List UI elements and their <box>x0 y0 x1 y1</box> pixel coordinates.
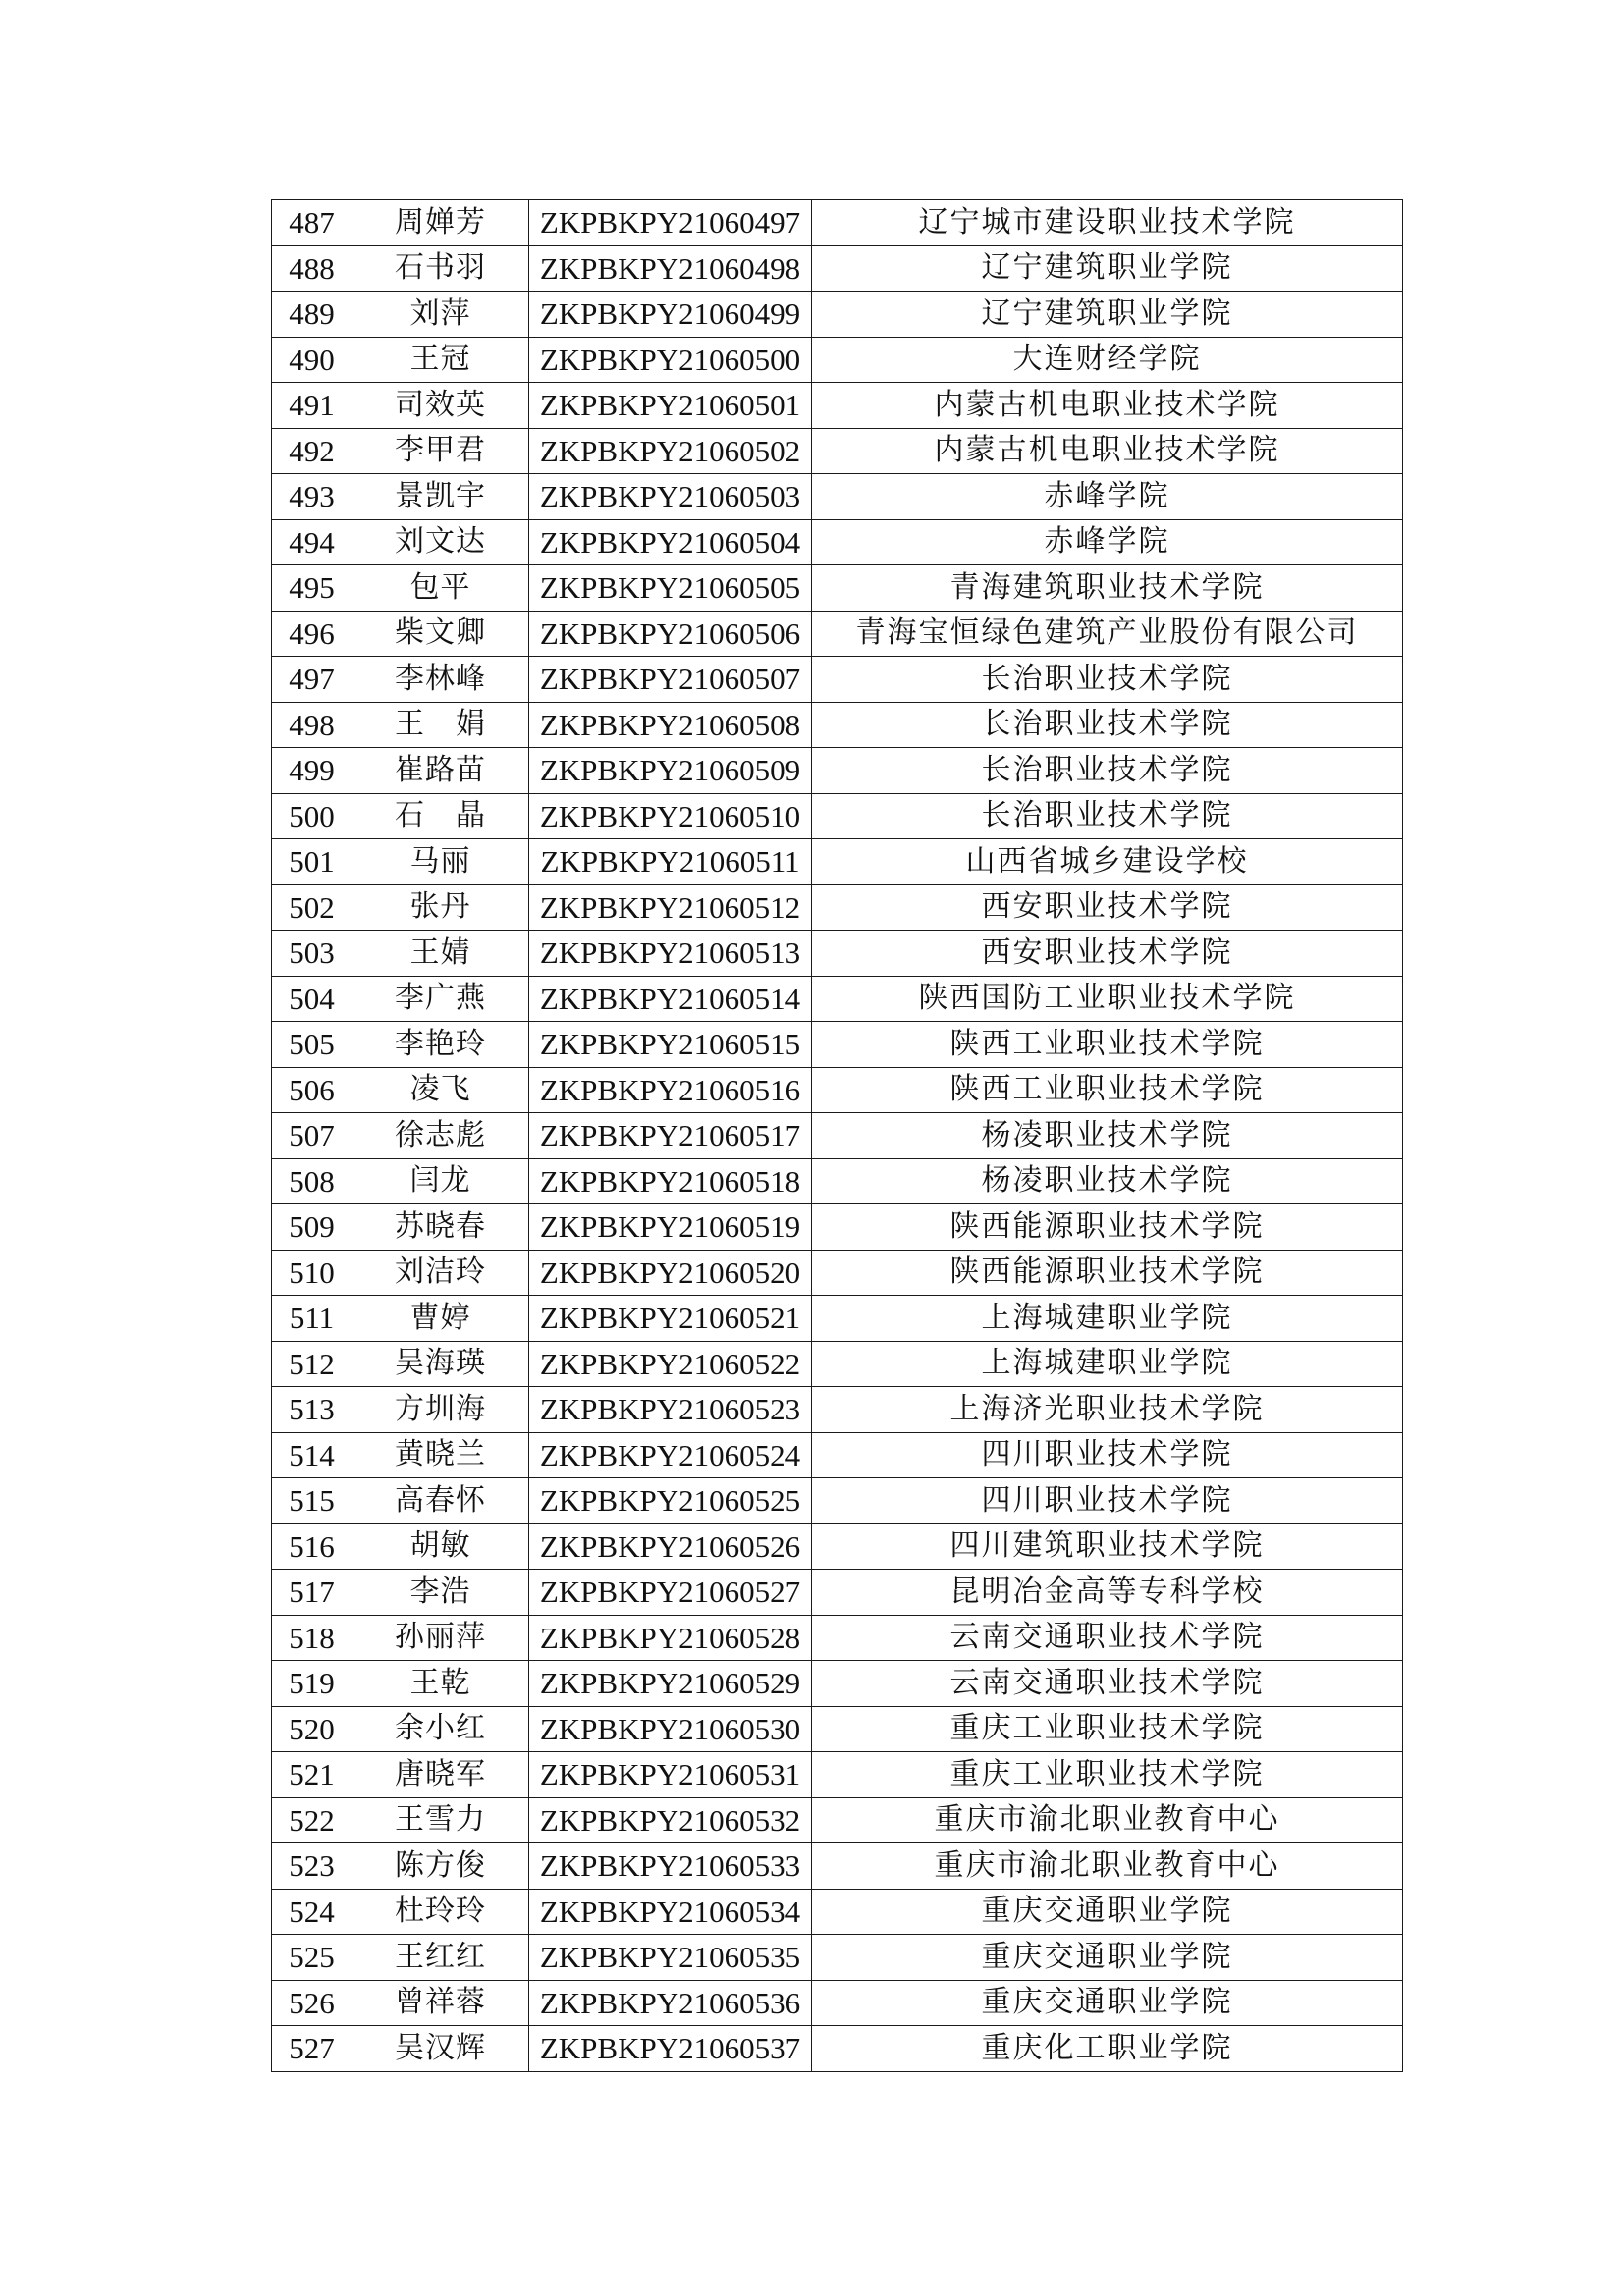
registration-id: ZKPBKPY21060515 <box>529 1022 812 1068</box>
registration-id: ZKPBKPY21060509 <box>529 748 812 794</box>
row-number: 521 <box>272 1752 352 1798</box>
person-name: 柴文卿 <box>352 611 529 657</box>
organization-name: 长治职业技术学院 <box>812 748 1403 794</box>
registration-id: ZKPBKPY21060512 <box>529 884 812 931</box>
table-row <box>272 1158 1403 1204</box>
person-name: 崔路苗 <box>352 748 529 794</box>
row-number: 517 <box>272 1570 352 1616</box>
registration-id: ZKPBKPY21060536 <box>529 1980 812 2026</box>
table-row <box>272 1889 1403 1935</box>
registration-id: ZKPBKPY21060519 <box>529 1204 812 1251</box>
organization-name: 上海城建职业学院 <box>812 1341 1403 1387</box>
table-row <box>272 1341 1403 1387</box>
organization-name: 赤峰学院 <box>812 519 1403 565</box>
organization-name: 内蒙古机电职业技术学院 <box>812 428 1403 474</box>
table-row <box>272 931 1403 977</box>
row-number: 522 <box>272 1797 352 1843</box>
registration-id: ZKPBKPY21060525 <box>529 1478 812 1524</box>
row-number: 496 <box>272 611 352 657</box>
registration-id: ZKPBKPY21060503 <box>529 474 812 520</box>
row-number: 514 <box>272 1432 352 1478</box>
row-number: 501 <box>272 839 352 885</box>
row-number: 511 <box>272 1296 352 1342</box>
organization-name: 杨凌职业技术学院 <box>812 1113 1403 1159</box>
row-number: 508 <box>272 1158 352 1204</box>
row-number: 487 <box>272 200 352 246</box>
table-row <box>272 428 1403 474</box>
table-row <box>272 1980 1403 2026</box>
organization-name: 重庆市渝北职业教育中心 <box>812 1797 1403 1843</box>
organization-name: 杨凌职业技术学院 <box>812 1158 1403 1204</box>
registration-id: ZKPBKPY21060497 <box>529 200 812 246</box>
roster-body <box>272 200 1403 2072</box>
person-name: 李浩 <box>352 1570 529 1616</box>
registration-id: ZKPBKPY21060504 <box>529 519 812 565</box>
table-row <box>272 976 1403 1022</box>
person-name: 李广燕 <box>352 976 529 1022</box>
registration-id: ZKPBKPY21060501 <box>529 383 812 429</box>
registration-id: ZKPBKPY21060535 <box>529 1935 812 1981</box>
organization-name: 云南交通职业技术学院 <box>812 1661 1403 1707</box>
organization-name: 重庆交通职业学院 <box>812 1980 1403 2026</box>
organization-name: 重庆工业职业技术学院 <box>812 1706 1403 1752</box>
person-name: 曹婷 <box>352 1296 529 1342</box>
row-number: 499 <box>272 748 352 794</box>
person-name: 刘萍 <box>352 292 529 338</box>
row-number: 504 <box>272 976 352 1022</box>
registration-id: ZKPBKPY21060520 <box>529 1250 812 1296</box>
registration-id: ZKPBKPY21060514 <box>529 976 812 1022</box>
organization-name: 陕西工业职业技术学院 <box>812 1067 1403 1113</box>
table-row <box>272 611 1403 657</box>
person-name: 吴汉辉 <box>352 2026 529 2072</box>
table-row <box>272 292 1403 338</box>
row-number: 515 <box>272 1478 352 1524</box>
table-row <box>272 657 1403 703</box>
table-row <box>272 1296 1403 1342</box>
table-row <box>272 1752 1403 1798</box>
row-number: 494 <box>272 519 352 565</box>
organization-name: 陕西工业职业技术学院 <box>812 1022 1403 1068</box>
table-row <box>272 1478 1403 1524</box>
registration-id: ZKPBKPY21060534 <box>529 1889 812 1935</box>
person-name: 石 晶 <box>352 793 529 839</box>
registration-id: ZKPBKPY21060533 <box>529 1843 812 1890</box>
row-number: 500 <box>272 793 352 839</box>
person-name: 孙丽萍 <box>352 1615 529 1661</box>
person-name: 余小红 <box>352 1706 529 1752</box>
registration-id: ZKPBKPY21060521 <box>529 1296 812 1342</box>
row-number: 497 <box>272 657 352 703</box>
organization-name: 大连财经学院 <box>812 337 1403 383</box>
table-row <box>272 1615 1403 1661</box>
table-row <box>272 1843 1403 1890</box>
row-number: 489 <box>272 292 352 338</box>
organization-name: 长治职业技术学院 <box>812 657 1403 703</box>
person-name: 石书羽 <box>352 245 529 292</box>
person-name: 李艳玲 <box>352 1022 529 1068</box>
organization-name: 重庆交通职业学院 <box>812 1935 1403 1981</box>
person-name: 王 娟 <box>352 702 529 748</box>
organization-name: 重庆工业职业技术学院 <box>812 1752 1403 1798</box>
organization-name: 重庆交通职业学院 <box>812 1889 1403 1935</box>
row-number: 525 <box>272 1935 352 1981</box>
organization-name: 青海宝恒绿色建筑产业股份有限公司 <box>812 611 1403 657</box>
organization-name: 云南交通职业技术学院 <box>812 1615 1403 1661</box>
person-name: 方圳海 <box>352 1387 529 1433</box>
person-name: 王雪力 <box>352 1797 529 1843</box>
person-name: 李甲君 <box>352 428 529 474</box>
organization-name: 辽宁建筑职业学院 <box>812 292 1403 338</box>
row-number: 495 <box>272 565 352 612</box>
row-number: 498 <box>272 702 352 748</box>
row-number: 512 <box>272 1341 352 1387</box>
registration-id: ZKPBKPY21060523 <box>529 1387 812 1433</box>
table-row <box>272 884 1403 931</box>
table-row <box>272 1067 1403 1113</box>
row-number: 503 <box>272 931 352 977</box>
person-name: 王婧 <box>352 931 529 977</box>
person-name: 刘洁玲 <box>352 1250 529 1296</box>
organization-name: 四川职业技术学院 <box>812 1432 1403 1478</box>
person-name: 杜玲玲 <box>352 1889 529 1935</box>
person-name: 徐志彪 <box>352 1113 529 1159</box>
row-number: 509 <box>272 1204 352 1251</box>
table-row <box>272 793 1403 839</box>
row-number: 513 <box>272 1387 352 1433</box>
table-row <box>272 1661 1403 1707</box>
registration-id: ZKPBKPY21060530 <box>529 1706 812 1752</box>
registration-id: ZKPBKPY21060527 <box>529 1570 812 1616</box>
row-number: 524 <box>272 1889 352 1935</box>
person-name: 张丹 <box>352 884 529 931</box>
table-row <box>272 702 1403 748</box>
person-name: 包平 <box>352 565 529 612</box>
table-row <box>272 200 1403 246</box>
registration-id: ZKPBKPY21060528 <box>529 1615 812 1661</box>
organization-name: 西安职业技术学院 <box>812 931 1403 977</box>
organization-name: 陕西国防工业职业技术学院 <box>812 976 1403 1022</box>
person-name: 曾祥蓉 <box>352 1980 529 2026</box>
person-name: 黄晓兰 <box>352 1432 529 1478</box>
registration-id: ZKPBKPY21060502 <box>529 428 812 474</box>
row-number: 526 <box>272 1980 352 2026</box>
registration-id: ZKPBKPY21060506 <box>529 611 812 657</box>
organization-name: 昆明冶金高等专科学校 <box>812 1570 1403 1616</box>
table-row <box>272 1523 1403 1570</box>
organization-name: 上海城建职业学院 <box>812 1296 1403 1342</box>
organization-name: 西安职业技术学院 <box>812 884 1403 931</box>
table-row <box>272 519 1403 565</box>
organization-name: 辽宁建筑职业学院 <box>812 245 1403 292</box>
row-number: 527 <box>272 2026 352 2072</box>
organization-name: 四川建筑职业技术学院 <box>812 1523 1403 1570</box>
table-row <box>272 1797 1403 1843</box>
person-name: 刘文达 <box>352 519 529 565</box>
person-name: 胡敏 <box>352 1523 529 1570</box>
row-number: 507 <box>272 1113 352 1159</box>
table-row <box>272 1570 1403 1616</box>
table-row <box>272 1022 1403 1068</box>
table-row <box>272 245 1403 292</box>
person-name: 王冠 <box>352 337 529 383</box>
organization-name: 辽宁城市建设职业技术学院 <box>812 200 1403 246</box>
table-row <box>272 337 1403 383</box>
row-number: 505 <box>272 1022 352 1068</box>
person-name: 李林峰 <box>352 657 529 703</box>
row-number: 516 <box>272 1523 352 1570</box>
person-name: 唐晓军 <box>352 1752 529 1798</box>
registration-id: ZKPBKPY21060537 <box>529 2026 812 2072</box>
organization-name: 陕西能源职业技术学院 <box>812 1204 1403 1251</box>
registration-id: ZKPBKPY21060510 <box>529 793 812 839</box>
row-number: 518 <box>272 1615 352 1661</box>
registration-id: ZKPBKPY21060513 <box>529 931 812 977</box>
table-row <box>272 383 1403 429</box>
person-name: 王乾 <box>352 1661 529 1707</box>
table-row <box>272 1706 1403 1752</box>
table-row <box>272 1250 1403 1296</box>
table-row <box>272 1387 1403 1433</box>
table-row <box>272 1204 1403 1251</box>
registration-id: ZKPBKPY21060531 <box>529 1752 812 1798</box>
registration-id: ZKPBKPY21060532 <box>529 1797 812 1843</box>
registration-id: ZKPBKPY21060498 <box>529 245 812 292</box>
registration-id: ZKPBKPY21060526 <box>529 1523 812 1570</box>
table-row <box>272 2026 1403 2072</box>
table-row <box>272 839 1403 885</box>
organization-name: 四川职业技术学院 <box>812 1478 1403 1524</box>
registration-id: ZKPBKPY21060500 <box>529 337 812 383</box>
registration-id: ZKPBKPY21060524 <box>529 1432 812 1478</box>
organization-name: 重庆市渝北职业教育中心 <box>812 1843 1403 1890</box>
registration-id: ZKPBKPY21060511 <box>529 839 812 885</box>
registration-id: ZKPBKPY21060508 <box>529 702 812 748</box>
row-number: 502 <box>272 884 352 931</box>
registration-id: ZKPBKPY21060529 <box>529 1661 812 1707</box>
organization-name: 上海济光职业技术学院 <box>812 1387 1403 1433</box>
registration-id: ZKPBKPY21060516 <box>529 1067 812 1113</box>
person-name: 陈方俊 <box>352 1843 529 1890</box>
person-name: 王红红 <box>352 1935 529 1981</box>
row-number: 488 <box>272 245 352 292</box>
table-row <box>272 1935 1403 1981</box>
organization-name: 山西省城乡建设学校 <box>812 839 1403 885</box>
organization-name: 长治职业技术学院 <box>812 793 1403 839</box>
row-number: 520 <box>272 1706 352 1752</box>
registration-id: ZKPBKPY21060522 <box>529 1341 812 1387</box>
registration-id: ZKPBKPY21060518 <box>529 1158 812 1204</box>
person-name: 马丽 <box>352 839 529 885</box>
row-number: 491 <box>272 383 352 429</box>
person-name: 苏晓春 <box>352 1204 529 1251</box>
organization-name: 陕西能源职业技术学院 <box>812 1250 1403 1296</box>
person-name: 景凯宇 <box>352 474 529 520</box>
person-name: 周婵芳 <box>352 200 529 246</box>
row-number: 506 <box>272 1067 352 1113</box>
organization-name: 长治职业技术学院 <box>812 702 1403 748</box>
table-row <box>272 748 1403 794</box>
organization-name: 重庆化工职业学院 <box>812 2026 1403 2072</box>
person-name: 高春怀 <box>352 1478 529 1524</box>
registration-id: ZKPBKPY21060517 <box>529 1113 812 1159</box>
row-number: 493 <box>272 474 352 520</box>
row-number: 490 <box>272 337 352 383</box>
registration-id: ZKPBKPY21060499 <box>529 292 812 338</box>
roster-table <box>271 199 1403 2072</box>
organization-name: 青海建筑职业技术学院 <box>812 565 1403 612</box>
person-name: 吴海瑛 <box>352 1341 529 1387</box>
organization-name: 内蒙古机电职业技术学院 <box>812 383 1403 429</box>
organization-name: 赤峰学院 <box>812 474 1403 520</box>
table-row <box>272 1432 1403 1478</box>
row-number: 519 <box>272 1661 352 1707</box>
row-number: 492 <box>272 428 352 474</box>
person-name: 凌飞 <box>352 1067 529 1113</box>
registration-id: ZKPBKPY21060505 <box>529 565 812 612</box>
table-row <box>272 474 1403 520</box>
row-number: 523 <box>272 1843 352 1890</box>
person-name: 司效英 <box>352 383 529 429</box>
table-row <box>272 565 1403 612</box>
person-name: 闫龙 <box>352 1158 529 1204</box>
row-number: 510 <box>272 1250 352 1296</box>
table-row <box>272 1113 1403 1159</box>
registration-id: ZKPBKPY21060507 <box>529 657 812 703</box>
